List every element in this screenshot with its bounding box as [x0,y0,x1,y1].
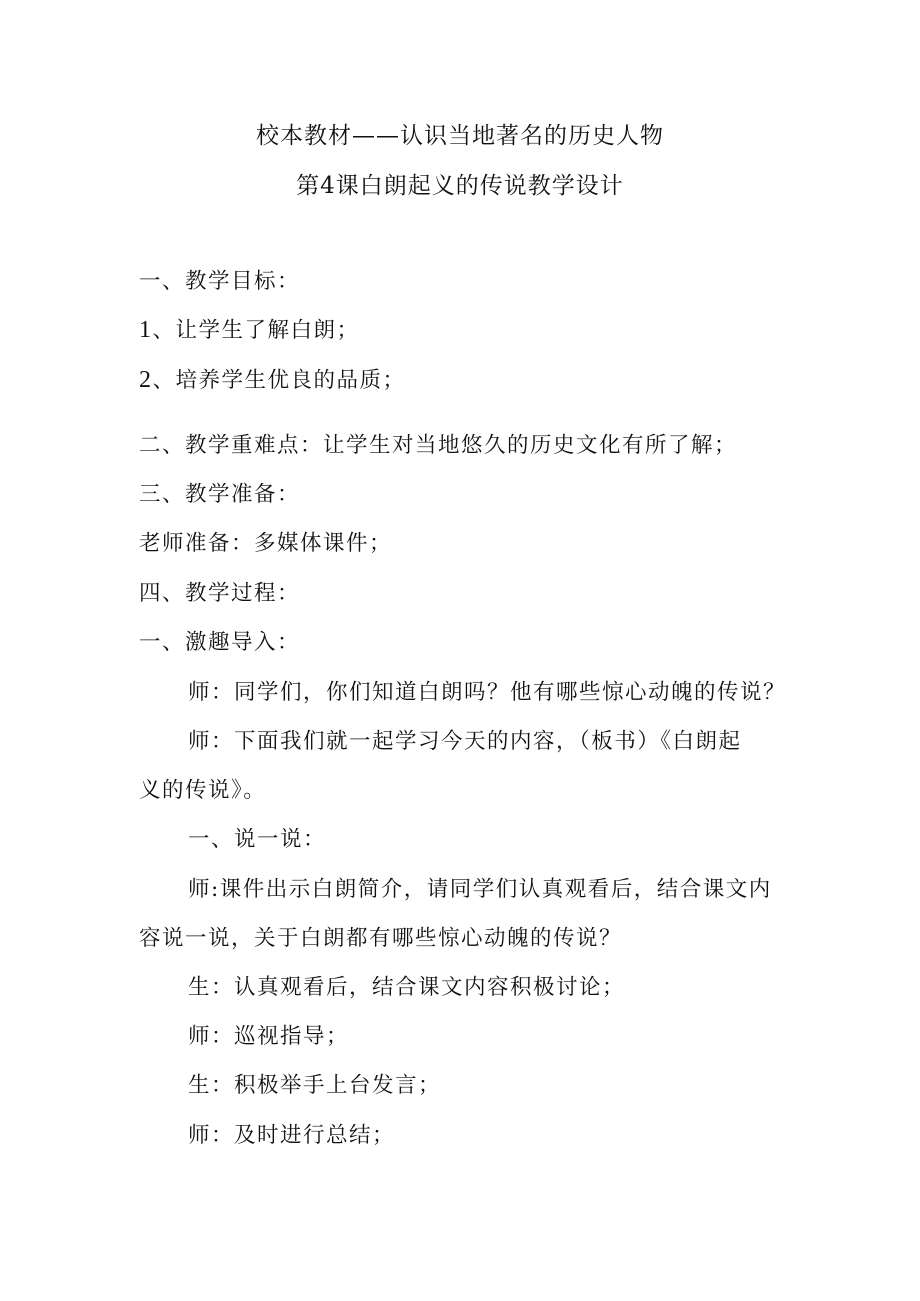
intro-heading: 一、激趣导入： [139,630,301,655]
key-points: 二、教学重难点：让学生对当地悠久的历史文化有所了解； [139,433,738,458]
speak-paragraph-4: 生：积极举手上台发言； [188,1073,442,1098]
lesson-title: 第4课白朗起义的传说教学设计 [296,173,624,199]
document-title: 校本教材——认识当地著名的历史人物 [256,123,664,149]
objective-item-2 [139,363,406,394]
objective-item-1 [139,313,360,344]
speak-heading: 一、说一说： [188,827,327,852]
speak-paragraph-2: 生：认真观看后，结合课文内容积极讨论； [188,975,626,1000]
preparation-heading: 三、教学准备： [139,482,301,507]
teacher-preparation: 老师准备：多媒体课件； [139,531,393,556]
intro-paragraph-2-line-1: 师：下面我们就一起学习今天的内容，（板书）《白朗起 [188,729,742,754]
objective-2-number: 2 [139,367,153,393]
objective-1-number: 1 [139,317,153,343]
speak-paragraph-1-line-2: 容说一说，关于白朗都有哪些惊心动魄的传说？ [139,926,623,951]
speak-paragraph-5: 师：及时进行总结； [188,1123,396,1148]
intro-paragraph-1: 师：同学们，你们知道白朗吗？他有哪些惊心动魄的传说？ [188,680,787,705]
speak-paragraph-3: 师：巡视指导； [188,1024,350,1049]
intro-paragraph-2-line-2: 义的传说》。 [139,778,267,803]
objective-1-text: 、让学生了解白朗； [152,318,360,343]
objective-2-text: 、培养学生优良的品质； [152,368,406,393]
speak-paragraph-1-line-1: 师:课件出示白朗简介，请同学们认真观看后，结合课文内 [188,877,772,902]
objectives-heading: 一、教学目标： [139,269,301,294]
process-heading: 四、教学过程： [139,581,301,606]
